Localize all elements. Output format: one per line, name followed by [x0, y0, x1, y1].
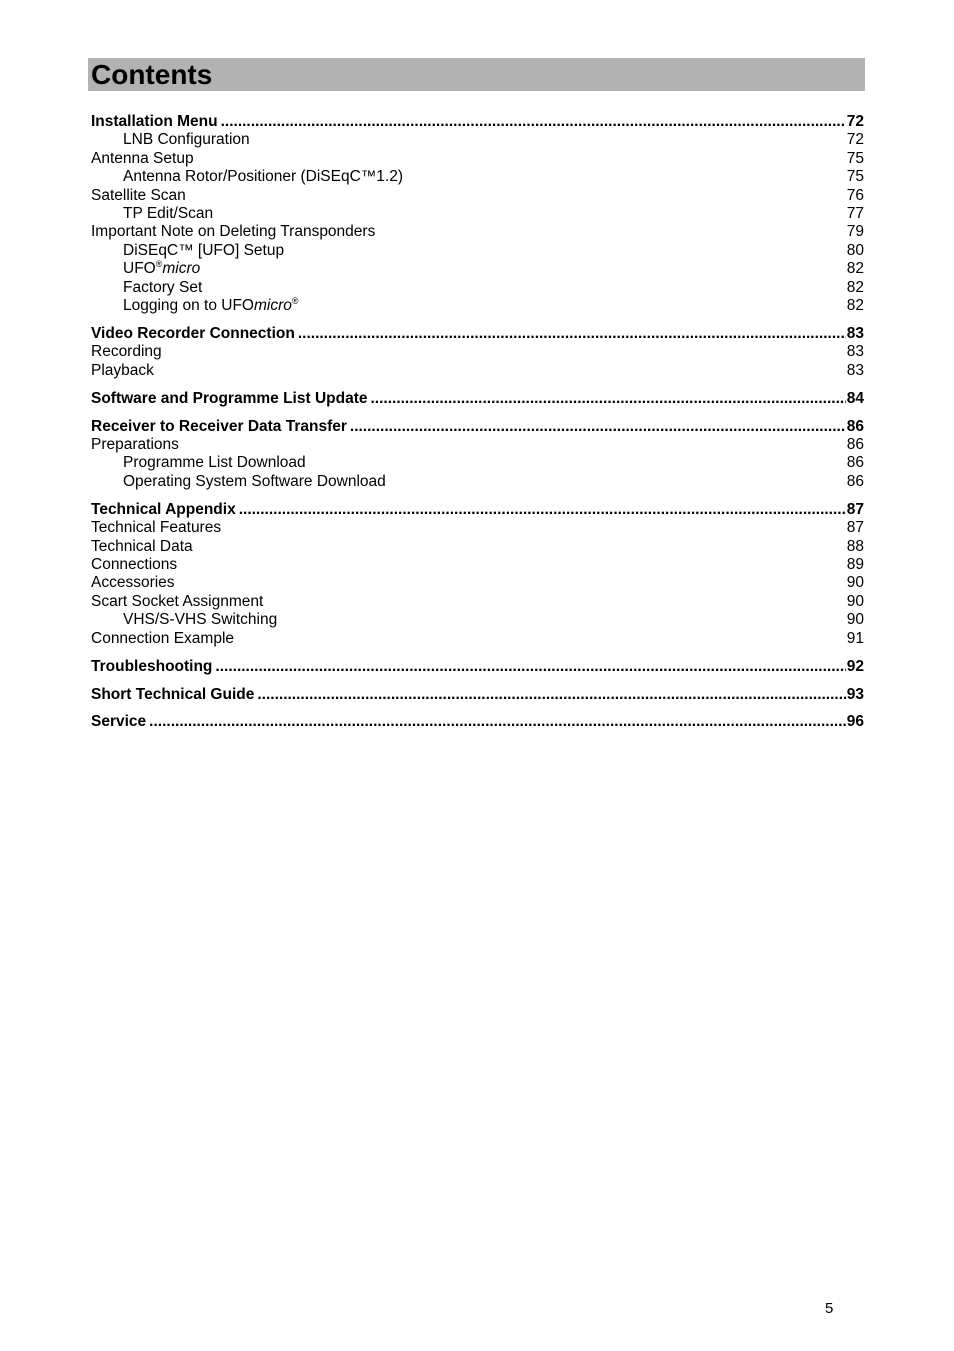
toc-item-label: [91, 436, 179, 454]
dot-leader: [149, 713, 846, 731]
toc-section-entry[interactable]: [91, 418, 864, 436]
toc-item-entry[interactable]: [91, 131, 864, 149]
toc-item-entry[interactable]: [91, 279, 864, 297]
toc-item-label: [91, 223, 375, 241]
toc-item-text: Connections: [91, 555, 178, 573]
toc-section-entry[interactable]: [91, 325, 864, 343]
toc-item-entry[interactable]: [91, 611, 864, 629]
toc-section-title: Short Technical Guide: [91, 685, 255, 703]
toc-item-entry[interactable]: [91, 630, 864, 648]
toc-item-label: [91, 454, 306, 472]
section-gap: [91, 491, 864, 501]
toc-item-text: Factory Set: [123, 278, 203, 296]
toc-item-italic: micro: [162, 260, 201, 278]
toc-item-label: [91, 187, 186, 205]
toc-item-entry[interactable]: [91, 593, 864, 611]
toc-item-label: [91, 150, 194, 168]
toc-section-page: 87: [846, 500, 864, 518]
dot-leader: [350, 418, 846, 436]
toc-section-title: Technical Appendix: [91, 500, 236, 518]
toc-item-label: [91, 205, 213, 223]
toc-item-text: LNB Configuration: [123, 131, 250, 149]
toc-item-label: [91, 260, 200, 278]
toc-item-label: [91, 362, 154, 380]
dot-leader: [370, 390, 845, 408]
toc-item-page: 82: [846, 278, 864, 296]
toc-item-entry[interactable]: [91, 223, 864, 241]
dot-leader: [298, 325, 846, 343]
toc-item-text: Scart Socket Assignment: [91, 592, 264, 610]
toc-item-label: [91, 630, 234, 648]
dot-leader: [239, 501, 846, 519]
toc-item-label: [91, 519, 221, 537]
toc-item-label: [91, 538, 193, 556]
section-gap: [91, 648, 864, 658]
toc-item-entry[interactable]: [91, 436, 864, 454]
toc-section-entry[interactable]: [91, 658, 864, 676]
toc-section-page: 92: [846, 657, 864, 675]
toc-section-page: 84: [846, 389, 864, 407]
toc-section-page: 86: [846, 417, 864, 435]
toc-item-text: Technical Features: [91, 519, 222, 537]
toc-item-entry[interactable]: [91, 297, 864, 315]
toc-item-label: [91, 297, 299, 315]
toc-item-text: Important Note on Deleting Transponders: [91, 223, 376, 241]
toc-item-label: [91, 242, 284, 260]
dot-leader: [257, 686, 845, 704]
toc-item-label: [91, 593, 263, 611]
toc-section-entry[interactable]: [91, 713, 864, 731]
toc-section-title: Software and Programme List Update: [91, 389, 368, 407]
toc-section-title: Receiver to Receiver Data Transfer: [91, 417, 347, 435]
toc-item-page: 90: [846, 592, 864, 610]
toc-item-page: 82: [846, 296, 864, 314]
toc-item-page: 86: [846, 472, 864, 490]
toc-item-page: 90: [846, 611, 864, 629]
toc-item-page: 80: [846, 241, 864, 259]
page-number: 5: [825, 1300, 834, 1317]
toc-item-page: 79: [846, 223, 864, 241]
toc-item-text: Playback: [91, 361, 154, 379]
toc-item-entry[interactable]: [91, 574, 864, 592]
toc-item-page: 87: [846, 519, 864, 537]
toc-item-entry[interactable]: [91, 362, 864, 380]
toc-item-text: TP Edit/Scan: [123, 204, 214, 222]
toc-item-text: Preparations: [91, 436, 179, 454]
toc-item-entry[interactable]: [91, 168, 864, 186]
toc-item-text: Antenna Rotor/Positioner (DiSEqC™1.2): [123, 168, 403, 186]
section-gap: [91, 676, 864, 686]
toc-item-text: Connection Example: [91, 629, 235, 647]
toc-item-entry[interactable]: [91, 205, 864, 223]
toc-section-page: 93: [846, 685, 864, 703]
toc-item-text: Satellite Scan: [91, 186, 186, 204]
toc-item-page: 86: [846, 454, 864, 472]
toc-item-label: [91, 574, 175, 592]
toc-item-entry[interactable]: [91, 519, 864, 537]
toc-item-page: 90: [846, 574, 864, 592]
toc-section-title: Video Recorder Connection: [91, 324, 295, 342]
toc-section-entry[interactable]: [91, 390, 864, 408]
toc-item-label: [91, 131, 250, 149]
dot-leader: [215, 658, 845, 676]
toc-section-entry[interactable]: [91, 501, 864, 519]
toc-section-page: 96: [846, 713, 864, 731]
toc-item-entry[interactable]: [91, 187, 864, 205]
toc-item-text: Recording: [91, 343, 162, 361]
toc-item-entry[interactable]: [91, 454, 864, 472]
toc-item-page: 91: [846, 629, 864, 647]
toc-item-entry[interactable]: [91, 556, 864, 574]
toc-item-page: 75: [846, 149, 864, 167]
toc-item-page: 77: [846, 204, 864, 222]
toc-item-page: 88: [846, 537, 864, 555]
toc-item-entry[interactable]: [91, 260, 864, 278]
toc-item-label: [91, 279, 202, 297]
toc-item-italic: micro: [253, 296, 292, 314]
toc-item-text: Antenna Setup: [91, 149, 194, 167]
toc-item-entry[interactable]: [91, 538, 864, 556]
toc-item-text: Operating System Software Download: [123, 472, 386, 490]
toc-section-entry[interactable]: [91, 686, 864, 704]
toc-item-page: 76: [846, 186, 864, 204]
toc-item-entry[interactable]: [91, 343, 864, 361]
toc-item-page: 83: [846, 343, 864, 361]
contents-header-bar: [88, 58, 865, 91]
toc-section-entry[interactable]: [91, 113, 864, 131]
toc-item-page: 72: [846, 131, 864, 149]
section-gap: [91, 315, 864, 325]
toc-item-page: 82: [846, 260, 864, 278]
toc-item-label: [91, 473, 386, 491]
toc-item-text: Logging on to UFO: [123, 296, 254, 314]
toc-item-page: 89: [846, 555, 864, 573]
toc-item-label: [91, 343, 162, 361]
toc-item-page: 86: [846, 436, 864, 454]
toc-item-text: UFO: [123, 260, 156, 278]
toc-item-text: Accessories: [91, 574, 175, 592]
section-gap: [91, 408, 864, 418]
toc-item-label: [91, 168, 403, 186]
dot-leader: [221, 113, 846, 131]
toc-item-text: DiSEqC™ [UFO] Setup: [123, 241, 285, 259]
registered-mark: ®: [155, 258, 163, 269]
table-of-contents: [91, 113, 864, 732]
toc-section-title: Troubleshooting: [91, 657, 213, 675]
toc-item-page: 83: [846, 361, 864, 379]
section-gap: [91, 704, 864, 714]
registered-mark: ®: [291, 295, 299, 306]
toc-item-label: [91, 556, 177, 574]
toc-item-text: Technical Data: [91, 537, 193, 555]
toc-item-entry[interactable]: [91, 473, 864, 491]
section-gap: [91, 380, 864, 390]
toc-item-page: 75: [846, 168, 864, 186]
toc-section-page: 72: [846, 113, 864, 130]
toc-item-entry[interactable]: [91, 150, 864, 168]
toc-section-title: Service: [91, 713, 147, 731]
toc-section-title: Installation Menu: [91, 113, 218, 130]
toc-item-text: VHS/S-VHS Switching: [123, 611, 278, 629]
toc-item-text: Programme List Download: [123, 454, 306, 472]
toc-section-page: 83: [846, 324, 864, 342]
page-title: Contents: [91, 59, 213, 90]
toc-item-label: [91, 611, 277, 629]
toc-item-entry[interactable]: [91, 242, 864, 260]
